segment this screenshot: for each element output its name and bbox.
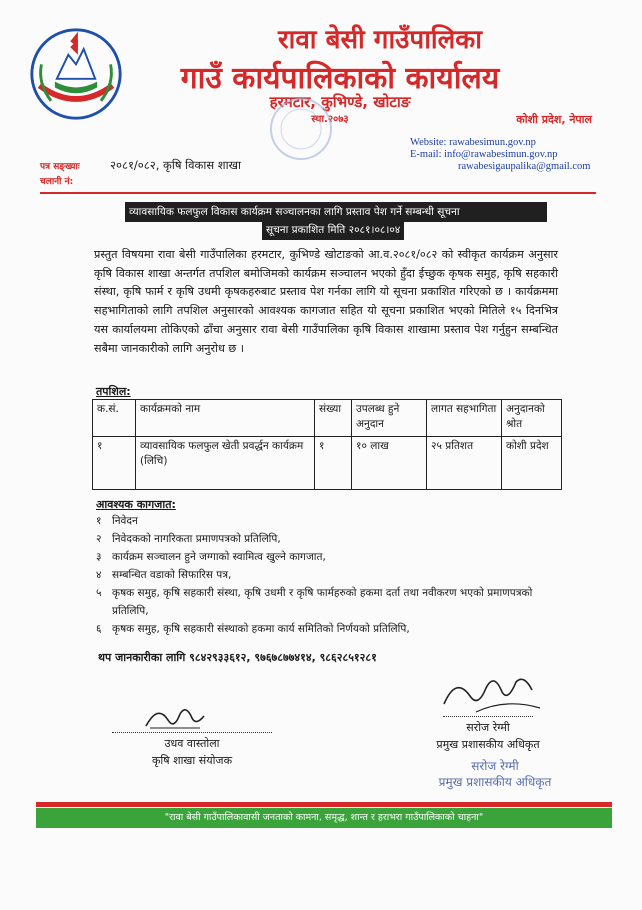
website-text[interactable]: Website: rawabesimun.gov.np — [410, 137, 536, 148]
col-header-sn: क.सं. — [93, 400, 136, 437]
footer-red-bar — [36, 802, 612, 807]
official-stamp — [420, 758, 570, 790]
faded-seal-icon — [268, 96, 334, 162]
office-name-line1: रावा बेसी गाउँपालिका — [277, 25, 482, 55]
patra-value: २०८१/०८२, कृषि विकास शाखा — [110, 158, 241, 172]
signatory-1-title: कृषि शाखा संयोजक — [151, 754, 233, 767]
documents-title: आवश्यक कागजात: — [96, 498, 176, 511]
cell-sn: १ — [93, 437, 136, 490]
notice-date: सूचना प्रकाशित मिति २०८१।०८।०४ — [262, 220, 404, 240]
reference-block — [40, 158, 241, 189]
nepal-emblem-icon — [28, 26, 124, 122]
cell-cost-share: २५ प्रतिशत — [427, 437, 502, 490]
signature-line — [443, 716, 533, 717]
col-header-grant: उपलब्ध हुने अनुदान — [352, 400, 427, 437]
cell-count: १ — [315, 437, 352, 490]
signatory-1 — [112, 732, 272, 769]
office-name-line2: गाउँ कार्यपालिकाको कार्यालय — [180, 61, 500, 96]
list-item: ५ कृषक समुह, कृषि सहकारी संस्था, कृषि उधमी र कृषि फार्महरुको हकमा दर्ता तथा नवीकरण भएको प्रमाणपत्रको प्रतिलिपि, — [96, 587, 533, 617]
table-row — [93, 437, 562, 490]
cell-program: व्यावसायिक फलफुल खेती प्रवर्द्धन कार्यक्रम (लिचि) — [136, 437, 315, 490]
col-header-program: कार्यक्रमको नाम — [136, 400, 315, 437]
further-info-phone: थप जानकारीका लागि ९८४२९३३६१२, ९७६७८७७४१४, ९८६२८५१२८१ — [98, 651, 377, 664]
patra-label: पत्र सङ्ख्याः — [40, 162, 80, 172]
contact-block — [410, 137, 590, 173]
cell-grant: १० लाख — [352, 437, 427, 490]
signatory-2-title: प्रमुख प्रशासकीय अधिकृत — [436, 738, 540, 751]
list-item: २ निवेदकको नागरिकता प्रमाणपत्रको प्रतिलिपि, — [96, 533, 281, 545]
signature-2-icon — [436, 668, 546, 716]
established-year: स्था.२०७३ — [311, 114, 349, 125]
table-header-row — [93, 400, 562, 437]
list-item: ३ कार्यक्रम सञ्चालन हुने जग्गाको स्वामित्व खुल्ने कागजात, — [96, 551, 326, 563]
program-table — [92, 399, 562, 490]
col-header-count: संख्या — [315, 400, 352, 437]
col-header-source: अनुदानको श्रोत — [502, 400, 562, 437]
cell-source: कोशी प्रदेश — [502, 437, 562, 490]
list-item: ६ कृषक समुह, कृषि सहकारी संस्थाको हकमा कार्य समितिको निर्णयको प्रतिलिपि, — [96, 623, 410, 635]
office-address: हरमटार, कुभिण्डे, खोटाङ — [269, 93, 411, 111]
signatory-2 — [412, 716, 564, 753]
email-text[interactable]: E-mail: info@rawabesimun.gov.np — [410, 149, 558, 160]
footer-slogan: "रावा बेसी गाउँपालिकावासी जनताको कामना, समृद्ध, शान्त र हराभरा गाउँपालिकाको चाहना" — [36, 808, 612, 828]
email-alt-text[interactable]: rawabesigaupalika@gmail.com — [458, 161, 591, 172]
signature-1-icon — [140, 700, 210, 734]
list-item: १ निवेदन — [96, 515, 138, 527]
documents-list — [96, 512, 566, 638]
header-divider — [40, 192, 596, 194]
chalani-label: चलानी नं: — [40, 177, 74, 187]
tapasil-label: तपशिल: — [96, 385, 131, 398]
notice-body: प्रस्तुत विषयमा रावा बेसी गाउँपालिका हरमटार, कुभिण्डे खोटाङको आ.व.२०८१/०८२ को स्वीकृत कार्यक्रम अनुसार कृषि विकास शाखा अन्तर्गत तपशिल बमोजिमको कार्यक्रम सञ्चालन भएको हुँदा ईच्छुक कृषक समुह, कृषि सहकारी संस्था, कृषि फार्म र कृषि उधमी कृषकहरुबाट प्रस्ताव पेश गर्नका लागि यो सूचना प्रकाशित गरिएको छ । कार्यक्रममा सहभागिताको लागि तपशिल अनुसारको आवश्यक कागजात सहित यो सूचना प्रकाशित भएको मितिले १५ दिनभित्र यस कार्यालयमा तोकिएको ढाँचा अनुसार रावा बेसी गाउँपालिका कृषि विकास शाखामा प्रस्ताव पेश गर्नुहुन सम्बन्धित सबैमा जानकारीको लागि अनुरोध छ । — [94, 248, 558, 355]
stamp-name: सरोज रेग्मी — [471, 759, 519, 773]
province-label: कोशी प्रदेश, नेपाल — [516, 113, 592, 126]
signatory-2-name: सरोज रेग्मी — [466, 721, 510, 734]
list-item: ४ सम्बन्धित वडाको सिफारिस पत्र, — [96, 569, 232, 581]
notice-title: व्यावसायिक फलफुल विकास कार्यक्रम सञ्चालनका लागि प्रस्ताव पेश गर्ने सम्बन्धी सूचना — [125, 202, 547, 222]
col-header-cost-share: लागत सहभागिता — [427, 400, 502, 437]
signatory-1-name: उधव वास्तोला — [164, 737, 220, 750]
stamp-title: प्रमुख प्रशासकीय अधिकृत — [438, 775, 552, 789]
